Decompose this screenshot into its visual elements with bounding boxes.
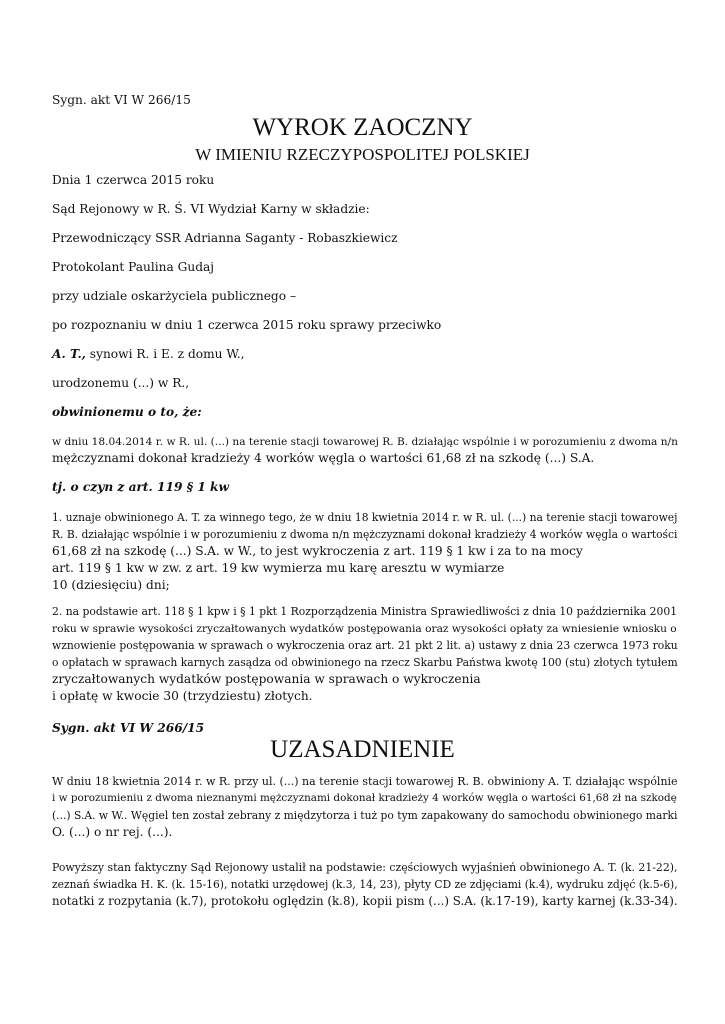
paragraph-line: i opłatę w kwocie 30 (trzydziestu) złotych. [52,689,313,703]
paragraph-line: o opłatach w sprawach karnych zasądza od obwinionego na rzecz Skarbu Państwa kwotę 100 (stu) złotych tytułem [52,656,678,669]
paragraph-line: O. (...) o nr rej. (...). [52,825,173,839]
case-number-top: Sygn. akt VI W 266/15 [52,93,191,107]
paragraph-line: wznowienie postępowania w sprawach o wykroczenia oraz art. 21 pkt 2 lit. a) ustawy z dnia 23 czerwca 1973 roku [52,639,678,652]
paragraph-line: 2. na podstawie art. 118 § 1 kpw i § 1 pkt 1 Rozporządzenia Ministra Sprawiedliwości z dnia 10 października 2001 [52,605,678,618]
charge-heading: obwinionemu o to, że: [52,405,202,419]
paragraph-line: notatki z rozpytania (k.7), protokołu oględzin (k.8), kopii pism (...) S.A. (k.17-19), karty karnej (k.33-34). [52,894,678,908]
defendant-parents: synowi R. i E. z domu W., [85,347,245,361]
paragraph-line: w dniu 18.04.2014 r. w R. ul. (...) na terenie stacji towarowej R. B. działając wspólnie i w porozumieniu z dwoma n/n [52,435,678,448]
paragraph-line: art. 119 § 1 kw w zw. z art. 19 kw wymierza mu karę aresztu w wymiarze [52,561,505,575]
judgment-date: Dnia 1 czerwca 2015 roku [52,173,215,187]
legal-qualification: tj. o czyn z art. 119 § 1 kw [52,480,229,494]
charge-paragraph [52,433,677,467]
paragraph-line: R. B. działając wspólnie i w porozumieniu z dwoma n/n mężczyznami dokonał kradzieży 4 worków węgla o wartości [52,528,678,541]
defendant-name: A. T., [52,347,86,361]
judgment-title: WYROK ZAOCZNY [252,114,473,141]
presiding-judge: Przewodniczący SSR Adrianna Saganty - Robaszkiewicz [52,231,398,245]
hearing-line: po rozpoznaniu w dniu 1 czerwca 2015 roku sprawy przeciwko [52,318,442,332]
case-number-middle: Sygn. akt VI W 266/15 [52,721,205,735]
paragraph-line: i w porozumieniu z dwoma nieznanymi mężczyznami dokonał kradzieży 4 worków węgla o wartości 61,68 zł na szkodę [52,792,677,804]
paragraph-line: 10 (dziesięciu) dni; [52,578,170,592]
birthplace-line: urodzonemu (...) w R., [52,376,190,390]
paragraph-line: roku w sprawie wysokości zryczałtowanych wydatków postępowania oraz wysokości opłaty za wniesienie wniosku o [52,622,677,635]
verdict-point-2 [52,603,677,705]
paragraph-line: W dniu 18 kwietnia 2014 r. w R. przy ul. (...) na terenie stacji towarowej R. B. obwiniony A. T. działając wspólnie [52,775,678,788]
judgment-subtitle: W IMIENIU RZECZYPOSPOLITEJ POLSKIEJ [195,145,530,164]
justification-title: UZASADNIENIE [270,736,455,763]
defendant-line [52,346,245,363]
paragraph-line: zeznań świadka H. K. (k. 15-16), notatki urzędowej (k.3, 14, 23), płyty CD ze zdjęciami (k.4), wydruku zdjęć (k.5-6), [52,878,678,891]
verdict-point-1 [52,509,677,594]
justification-paragraph-2 [52,859,677,910]
paragraph-line: zryczałtowanych wydatków postępowania w sprawach o wykroczenia [52,672,481,686]
paragraph-line: (...) S.A. w W.. Węgiel ten został zebrany z międzytorza i tuż po tym zapakowany do samochodu obwinionego marki [52,809,678,822]
paragraph-line: 61,68 zł na szkodę (...) S.A. w W., to jest wykroczenia z art. 119 § 1 kw i za to na mocy [52,544,583,558]
paragraph-line: mężczyznami dokonał kradzieży 4 worków węgla o wartości 61,68 zł na szkodę (...) S.A. [52,451,595,465]
paragraph-line: 1. uznaje obwinionego A. T. za winnego tego, że w dniu 18 kwietnia 2014 r. w R. ul. (...) na terenie stacji towarowej [52,511,678,524]
prosecutor-line: przy udziale oskarżyciela publicznego – [52,289,297,303]
paragraph-line: Powyższy stan faktyczny Sąd Rejonowy ustalił na podstawie: częściowych wyjaśnień obwinionego A. T. (k. 21-22), [52,861,678,874]
court-composition: Sąd Rejonowy w R. Ś. VI Wydział Karny w składzie: [52,202,370,216]
court-clerk: Protokolant Paulina Gudaj [52,260,215,274]
justification-paragraph-1 [52,773,677,841]
